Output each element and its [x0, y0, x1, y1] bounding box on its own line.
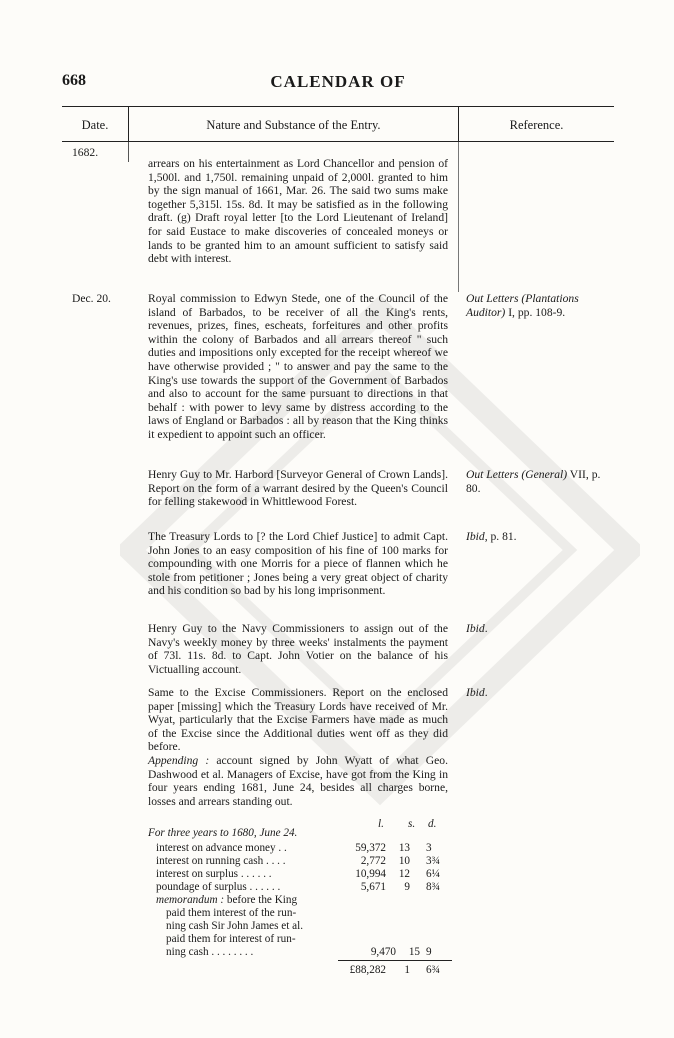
- account-row-pence: 8¾: [426, 881, 440, 893]
- entry-text: Royal commission to Edwyn Stede, one of the Council of the island of Barbados, to be receiver of all the King's rents, revenues, prizes, fines, escheats, forfeitures and other profits within the colony of Barbados and all arrears thereof " such duties and impositions only excepted for the receipt whereof we have otherwise provided ; " to answer and pay the same to the King's use towards the support of the Government of Barbados and also to account for the same pursuant to directions in that behalf : with power to levy same by distress according to the laws of England or Barbados : all by reason that the King thinks it expedient to appoint such an officer.: [148, 292, 448, 441]
- reference-pages: .: [484, 622, 488, 635]
- entry-text: Henry Guy to Mr. Harbord [Surveyor General of Crown Lands]. Report on the form of a warrant desired by the Queen's Council for felling stakewood in Whittlewood Forest.: [148, 468, 448, 509]
- entry-reference: [466, 292, 616, 319]
- account-row-shillings: 15: [408, 946, 420, 958]
- account-row: [156, 868, 456, 881]
- memorandum-text: ning cash Sir John James et al.: [166, 920, 304, 932]
- account-row-label: interest on running cash . . . .: [156, 855, 286, 867]
- entry-text: The Treasury Lords to [? the Lord Chief Justice] to admit Capt. John Jones to an easy composition of his fine of 100 marks for compounding with one Morris for a piece of flannen which he stole from petitioner ; Jones being a very great object of charity and his condition so bad by his long imprisonment.: [148, 530, 448, 598]
- reference-pages: .: [484, 686, 488, 699]
- entry-text: Henry Guy to the Navy Commissioners to assign out of the Navy's weekly money by three weeks' instalments the payment of 73l. 11s. 8d. to Capt. John Votier on the balance of his Victualling account.: [148, 622, 448, 676]
- memorandum-line: [166, 920, 303, 933]
- account-row-pence: 6¼: [426, 868, 440, 880]
- account-row-pounds: 2,772: [360, 855, 386, 867]
- memorandum-text: paid them for interest of run-: [166, 933, 296, 945]
- entry-text: arrears on his entertainment as Lord Chancellor and pension of 1,500l. and 1,750l. remaining unpaid of 2,000l. granted to him by the sign manual of 1661, Mar. 26. The said two sums make together 5,315l. 15s. 8d. It may be satisfied as in the following draft. (g) Draft royal letter [to the Lord Lieutenant of Ireland] for said Eustace to make discoveries of concealed moneys or lands to be granted him to an amount sufficient to satisfy said debt with interest.: [148, 157, 448, 266]
- account-total: [156, 964, 456, 977]
- account-row-pence: 3¾: [426, 855, 440, 867]
- column-shillings: s.: [408, 818, 416, 830]
- entry-reference: [466, 622, 616, 636]
- entry-reference: [466, 530, 616, 544]
- total-shillings: 1: [404, 964, 410, 976]
- total-rule: [338, 960, 452, 961]
- account-row-shillings: 13: [398, 842, 410, 854]
- column-header-nature: Nature and Substance of the Entry.: [206, 118, 381, 132]
- entry-date: Dec. 20.: [72, 292, 111, 305]
- memorandum-text: paid them interest of the run-: [166, 907, 297, 919]
- table-top-rule: [62, 106, 614, 107]
- reference-source: Out Letters (General): [466, 468, 568, 481]
- reference-source: Out Letters (Plantations Auditor): [466, 292, 579, 319]
- entry-continuation: [148, 157, 448, 266]
- account-row-pounds: 9,470: [370, 946, 396, 958]
- entry-text: Same to the Excise Commissioners. Report on the enclosed paper [missing] which the Treasury Lords have received of Mr. Wyat, particularly that the Excise Farmers have made as much of the Excise since the Additional duties went off as they did before.: [148, 686, 448, 754]
- entry-reference: [466, 686, 616, 700]
- reference-source: Ibid: [466, 622, 485, 635]
- memorandum-line: [166, 907, 296, 920]
- entry-appending: [134, 754, 448, 808]
- total-pounds: £88,282: [349, 964, 386, 976]
- account-row-pounds: 5,671: [360, 881, 386, 893]
- reference-source: Ibid: [466, 530, 485, 543]
- entry-treasury-lords: [134, 530, 448, 598]
- ref-column-rule: [458, 142, 459, 292]
- appending-text: account signed by John Wyatt of what Geo. Dashwood et al. Managers of Excise, have got from the King in four years ending 1681, June 24, besides all charges borne, losses and arrears standing out.: [148, 753, 448, 808]
- entry-guy-harbord: [134, 468, 448, 509]
- account-row-shillings: 12: [398, 868, 410, 880]
- memorandum-line: [166, 933, 296, 946]
- account-row-shillings: 9: [404, 881, 410, 893]
- entry-navy-commissioners: [134, 622, 448, 676]
- date-column-rule: [128, 142, 129, 162]
- account-row-label: poundage of surplus . . . . . .: [156, 881, 281, 893]
- appending-label: Appending :: [148, 753, 210, 767]
- reference-pages: , p. 81.: [484, 530, 517, 543]
- account-row: [156, 855, 456, 868]
- column-pounds: l.: [378, 818, 384, 830]
- column-header-reference: Reference.: [509, 118, 564, 132]
- account-row: [156, 881, 456, 894]
- running-title: CALENDAR OF: [270, 72, 406, 91]
- column-pence: d.: [428, 818, 437, 830]
- account-row-pence: 9: [426, 946, 432, 958]
- memorandum-line: [156, 894, 297, 907]
- year-label: 1682.: [72, 146, 99, 159]
- account-row-label: interest on advance money . .: [156, 842, 287, 854]
- account-row: [156, 842, 456, 855]
- account-period: [148, 827, 297, 840]
- memorandum-label: memorandum :: [156, 894, 225, 906]
- account-row-pounds: 59,372: [355, 842, 386, 854]
- excise-account: [148, 818, 456, 988]
- period-label: For three years to 1680, June 24.: [148, 827, 298, 839]
- reference-source: Ibid: [466, 686, 485, 699]
- entry-reference: [466, 468, 616, 495]
- account-row-shillings: 10: [398, 855, 410, 867]
- reference-pages: I, pp. 108-9.: [505, 305, 566, 319]
- page-number: 668: [62, 72, 86, 89]
- account-row: [166, 946, 456, 959]
- entry-excise-commissioners: [134, 686, 448, 808]
- table-header-rule: [62, 141, 614, 142]
- total-pence: 6¾: [426, 964, 440, 976]
- page-header: [62, 72, 614, 92]
- account-row-label: interest on surplus . . . . . .: [156, 868, 272, 880]
- entry-royal-commission: [134, 292, 448, 442]
- account-row-pence: 3: [426, 842, 432, 854]
- memorandum-text: before the King: [224, 894, 298, 906]
- account-row-pounds: 10,994: [355, 868, 386, 880]
- column-header-date: Date.: [81, 118, 109, 132]
- reference-pages: VII, p. 80.: [466, 468, 601, 495]
- account-row-label: ning cash . . . . . . . .: [166, 946, 254, 958]
